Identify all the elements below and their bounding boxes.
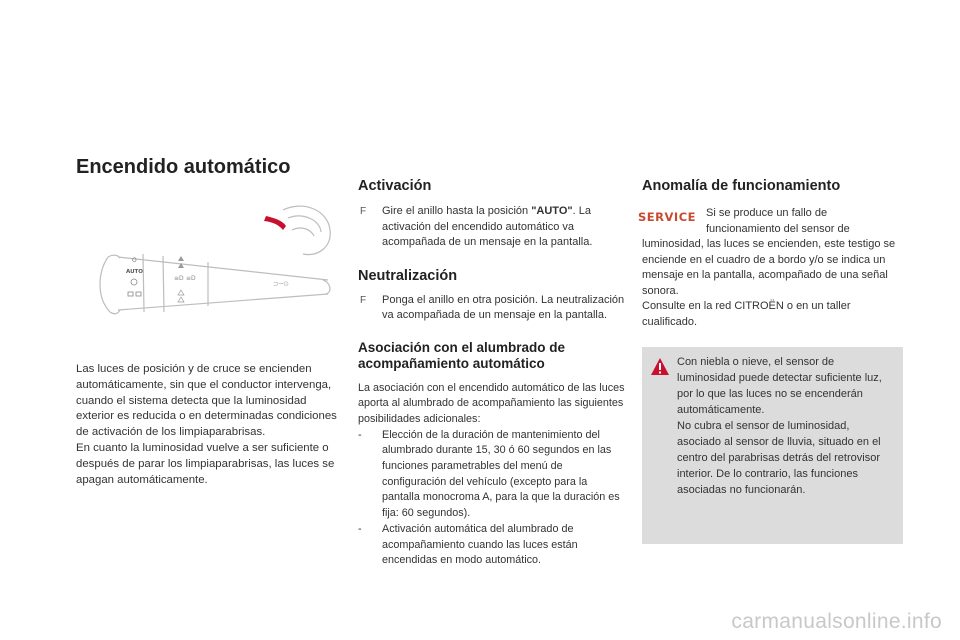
auto-label: AUTO bbox=[126, 269, 143, 275]
service-warning-icon: SERVICE bbox=[638, 210, 696, 225]
activacion-step: F Gire el anillo hasta la posición "AUTO". La activación del encendido automático va acompañada de un mensaje en la pantalla. bbox=[360, 205, 593, 248]
light-stalk-illustration bbox=[78, 202, 340, 327]
asociacion-heading: Asociación con el alumbrado de acompañamiento automático bbox=[358, 339, 566, 371]
asociacion-item-1: - Elección de la duración de mantenimiento del alumbrado durante 15, 30 ó 60 segundos en las funciones parametrables del menú de configuración del vehículo (excepto para la pantalla monocroma A, para la que la duración es fija: 60 segundos). bbox=[358, 428, 620, 520]
asociacion-item-2: - Activación automática del alumbrado de acompañamiento cuando las luces están encendidas en modo automático. bbox=[358, 522, 578, 567]
auto-keyword: "AUTO" bbox=[531, 205, 573, 217]
neutralizacion-heading: Neutralización bbox=[358, 267, 458, 284]
svg-text:≡D: ≡D bbox=[174, 275, 184, 282]
anomalia-paragraph: SERVICE Si se produce un fallo de funcionamiento del sensor de luminosidad, las luces se encienden, este testigo se enciende en el cuadro de a bordo y/o se indica un mensaje en la pantalla, acompañado de una señal sonora. Consulte en la red CITROËN o en un taller cualificado. bbox=[638, 207, 896, 328]
red-indicator-arrow bbox=[264, 216, 286, 230]
anomalia-heading: Anomalía de funcionamiento bbox=[642, 178, 841, 194]
watermark: carmanualsonline.info bbox=[731, 610, 942, 633]
column-right bbox=[638, 178, 904, 330]
light-icon bbox=[131, 279, 137, 285]
intro-paragraph: Las luces de posición y de cruce se encienden automáticamente, sin que el conductor intervenga, cuando el sistema detecta que la luminosidad exterior es reducida o en determinadas condiciones de activación de los limpiaparabrisas. En cuanto la luminosidad vuelve a ser suficiente o después de parar los limpiaparabrisas, las luces se apagan automáticamente. bbox=[76, 363, 337, 486]
activacion-heading: Activación bbox=[358, 178, 432, 194]
neutralizacion-step: F Ponga el anillo en otra posición. La neutralización va acompañada de un mensaje en la pantalla. bbox=[360, 293, 625, 321]
svg-text:≡D: ≡D bbox=[186, 275, 196, 282]
bullet-marker: F bbox=[360, 294, 367, 306]
warning-exclamation-icon bbox=[650, 357, 670, 377]
page-title: Encendido automático bbox=[76, 156, 291, 178]
column-middle bbox=[358, 178, 626, 569]
warning-box bbox=[642, 347, 903, 544]
svg-text:O: O bbox=[132, 257, 137, 264]
svg-text:⊃─⊙: ⊃─⊙ bbox=[273, 280, 289, 288]
bullet-marker: F bbox=[360, 206, 367, 217]
asociacion-intro: La asociación con el encendido automático de las luces aporta al alumbrado de acompañamiento las siguientes posibilidades adicionales: bbox=[358, 381, 625, 425]
warning-text: Con niebla o nieve, el sensor de luminosidad puede detectar suficiente luz, por lo que las luces no se encenderán automáticamente. No cubra el sensor de luminosidad, asociado al sensor de lluvia, situado en el centro del parabrisas detrás del retrovisor interior. De lo contrario, las funciones asociadas no funcionarán. bbox=[677, 356, 882, 496]
